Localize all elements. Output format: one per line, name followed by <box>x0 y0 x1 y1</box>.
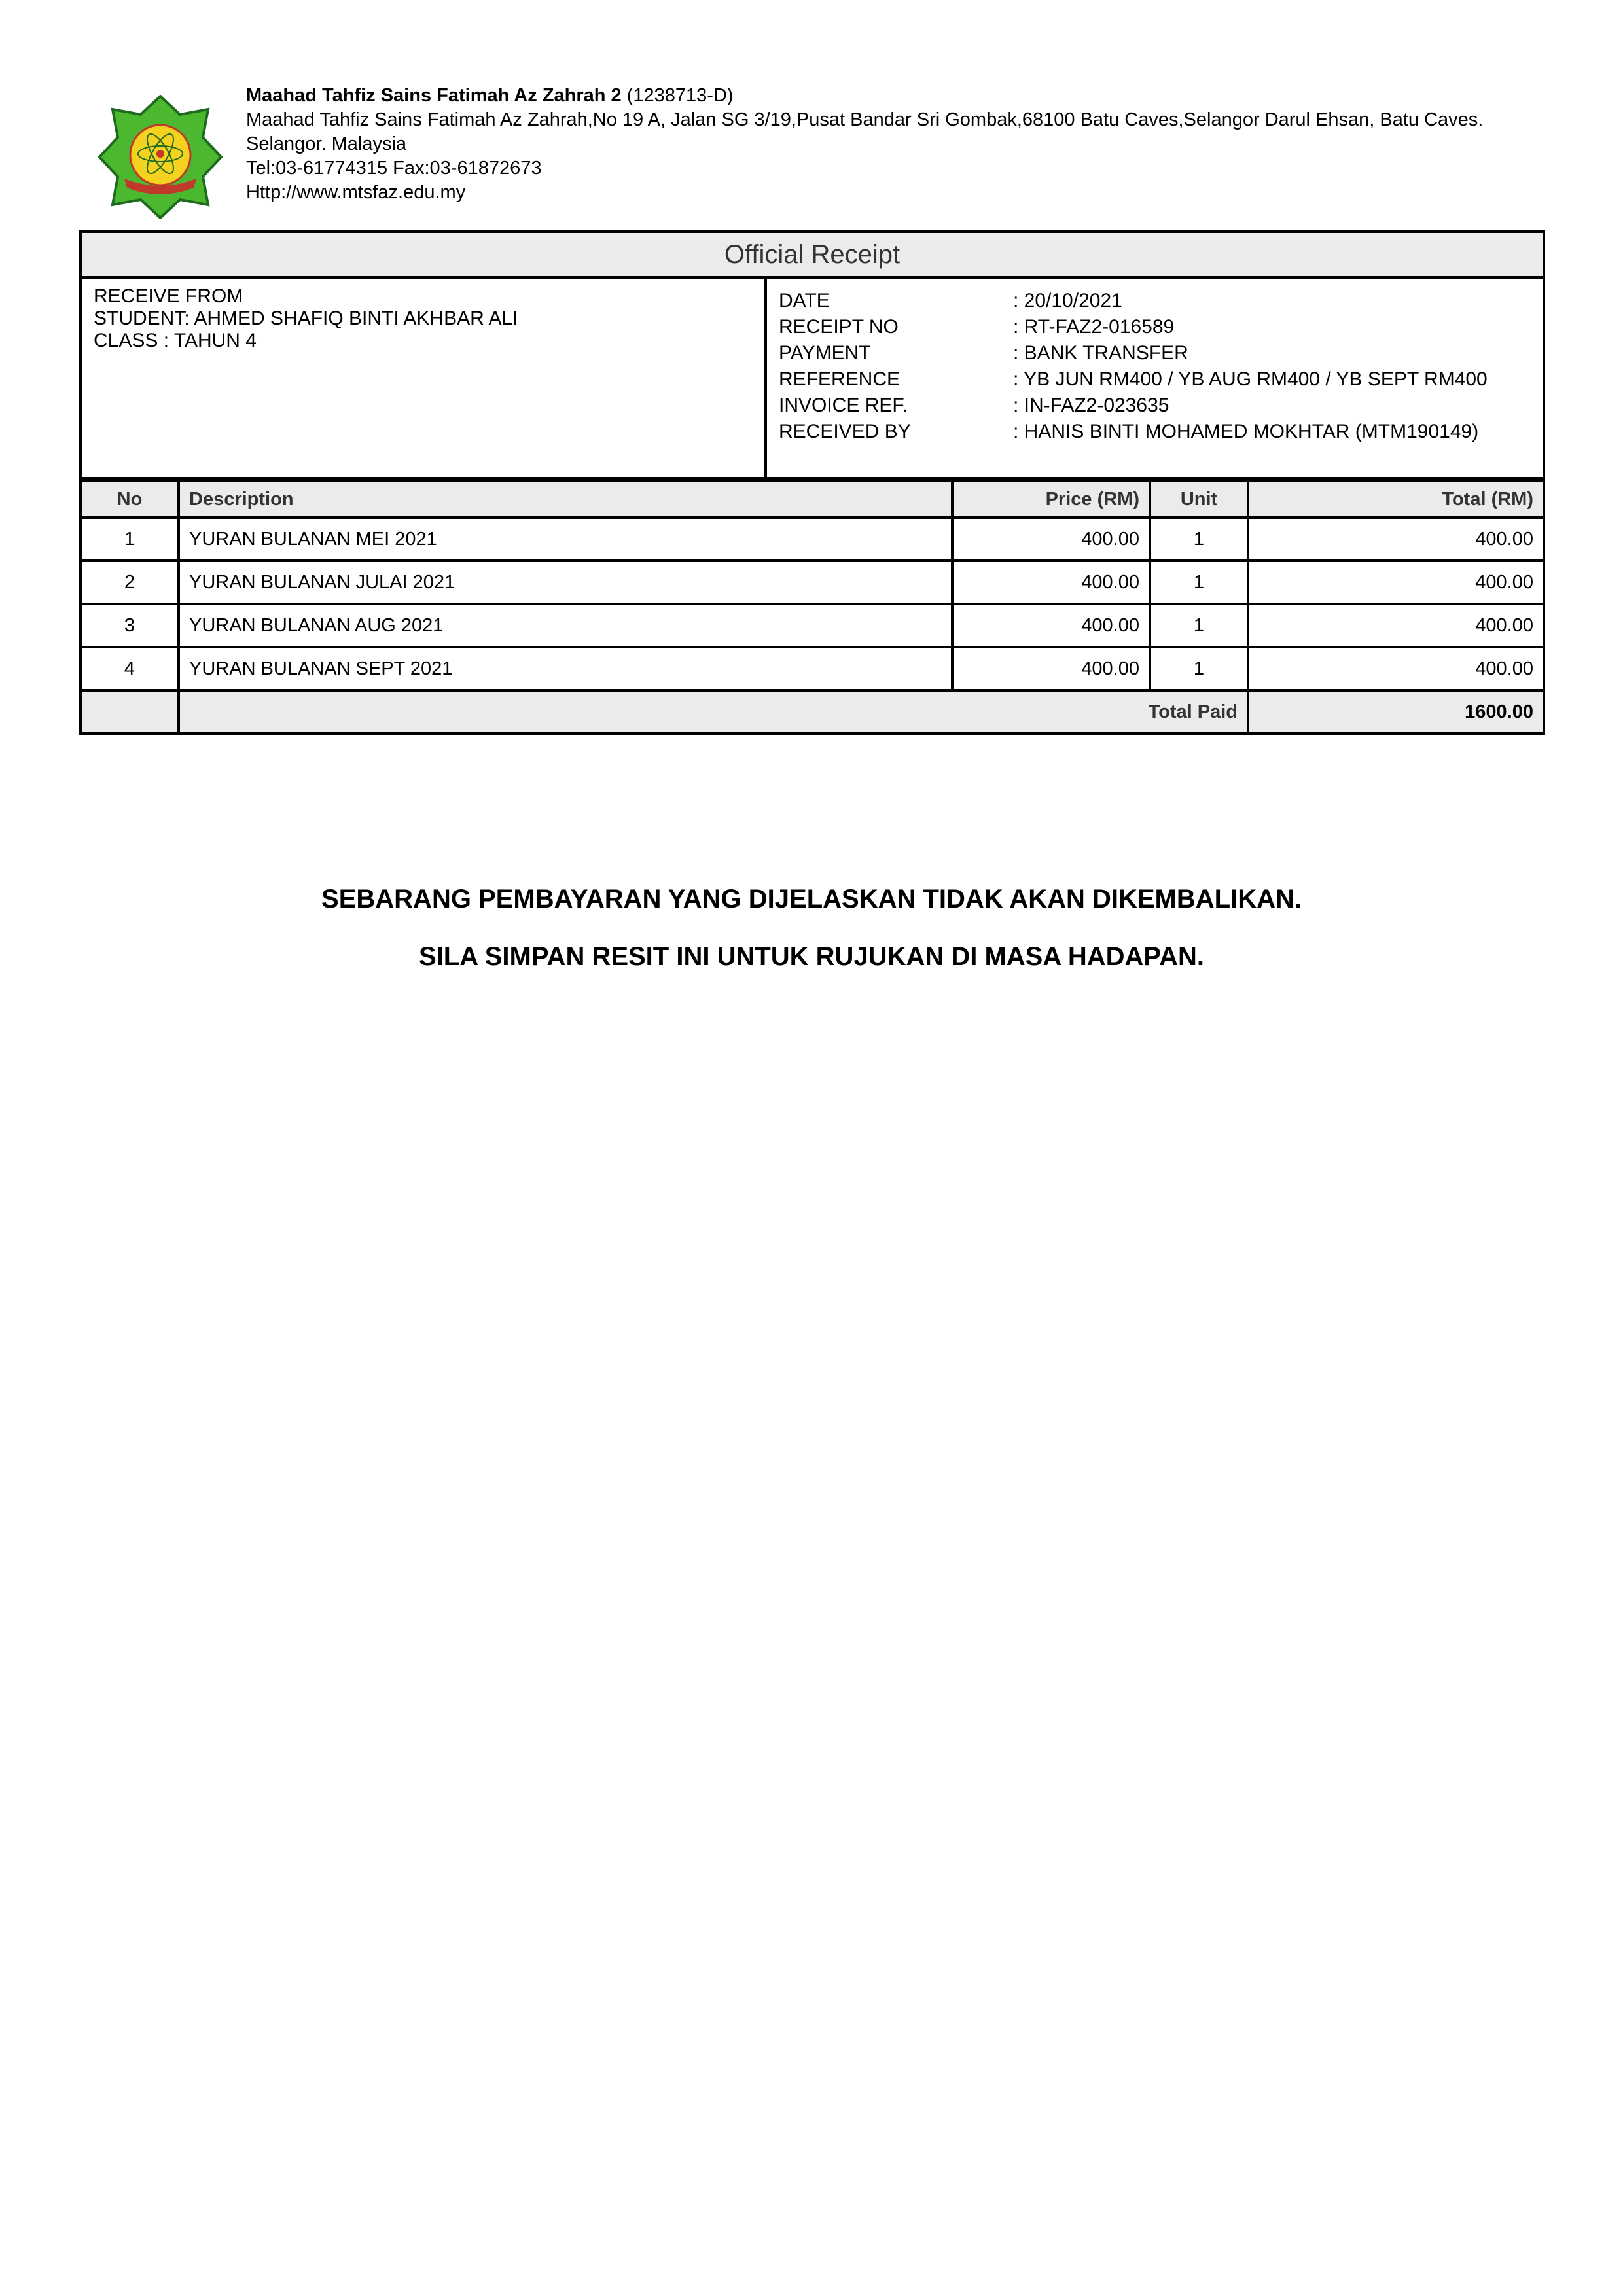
receive-from-block <box>82 279 767 477</box>
cell-price: 400.00 <box>952 647 1150 690</box>
table-row <box>80 604 1544 647</box>
org-address-line1: Maahad Tahfiz Sains Fatimah Az Zahrah,No 19 A, Jalan SG 3/19,Pusat Bandar Sri Gombak,68100 Batu Caves,Selangor Darul Ehsan, Batu Caves. <box>246 109 1484 130</box>
col-price: Price (RM) <box>952 481 1150 518</box>
org-name: Maahad Tahfiz Sains Fatimah Az Zahrah 2 <box>246 85 622 106</box>
cell-total: 400.00 <box>1248 561 1544 604</box>
cell-total: 400.00 <box>1248 518 1544 561</box>
cell-no: 3 <box>80 604 179 647</box>
cell-unit: 1 <box>1150 604 1248 647</box>
student-class: CLASS : TAHUN 4 <box>94 330 257 351</box>
organisation-header <box>246 84 1483 205</box>
total-row <box>80 690 1544 733</box>
total-paid-label: Total Paid <box>179 690 1248 733</box>
org-address-line2: Selangor. Malaysia <box>246 133 407 154</box>
col-total: Total (RM) <box>1248 481 1544 518</box>
keep-receipt-notice: SILA SIMPAN RESIT INI UNTUK RUJUKAN DI MASA HADAPAN. <box>418 942 1205 971</box>
cell-price: 400.00 <box>952 518 1150 561</box>
table-row <box>80 518 1544 561</box>
cell-description: YURAN BULANAN AUG 2021 <box>179 604 952 647</box>
cell-no: 4 <box>80 647 179 690</box>
detail-payment: PAYMENT : BANK TRANSFER <box>779 342 1188 364</box>
student-name: STUDENT: AHMED SHAFIQ BINTI AKHBAR ALI <box>94 308 518 329</box>
cell-no: 1 <box>80 518 179 561</box>
detail-received-by: RECEIVED BY : HANIS BINTI MOHAMED MOKHTAR (MTM190149) <box>779 421 1479 442</box>
cell-total: 400.00 <box>1248 647 1544 690</box>
cell-price: 400.00 <box>952 561 1150 604</box>
receipt-info <box>79 279 1545 480</box>
cell-unit: 1 <box>1150 561 1248 604</box>
table-row <box>80 561 1544 604</box>
total-spacer <box>80 690 179 733</box>
org-reg-no: (1238713-D) <box>626 85 734 106</box>
table-header-row <box>80 481 1544 518</box>
cell-no: 2 <box>80 561 179 604</box>
cell-unit: 1 <box>1150 518 1248 561</box>
receipt <box>79 230 1545 735</box>
org-contact: Tel:03-61774315 Fax:03-61872673 <box>246 158 542 179</box>
cell-total: 400.00 <box>1248 604 1544 647</box>
cell-description: YURAN BULANAN MEI 2021 <box>179 518 952 561</box>
school-logo <box>98 95 223 219</box>
items-table <box>79 480 1545 735</box>
receive-from-label: RECEIVE FROM <box>94 285 243 307</box>
cell-unit: 1 <box>1150 647 1248 690</box>
col-unit: Unit <box>1150 481 1248 518</box>
table-row <box>80 647 1544 690</box>
detail-reference: REFERENCE : YB JUN RM400 / YB AUG RM400 / YB SEPT RM400 <box>779 368 1488 390</box>
detail-receipt-no: RECEIPT NO : RT-FAZ2-016589 <box>779 316 1175 338</box>
cell-price: 400.00 <box>952 604 1150 647</box>
detail-date: DATE : 20/10/2021 <box>779 290 1122 311</box>
col-description: Description <box>179 481 952 518</box>
refund-notice: SEBARANG PEMBAYARAN YANG DIJELASKAN TIDAK AKAN DIKEMBALIKAN. <box>321 885 1302 913</box>
org-website[interactable]: Http://www.mtsfaz.edu.my <box>246 182 466 203</box>
detail-invoice-ref: INVOICE REF. : IN-FAZ2-023635 <box>779 395 1169 416</box>
col-no: No <box>80 481 179 518</box>
receipt-details-block <box>767 279 1543 477</box>
receipt-title: Official Receipt <box>79 230 1545 279</box>
cell-description: YURAN BULANAN JULAI 2021 <box>179 561 952 604</box>
total-paid-value: 1600.00 <box>1248 690 1544 733</box>
cell-description: YURAN BULANAN SEPT 2021 <box>179 647 952 690</box>
